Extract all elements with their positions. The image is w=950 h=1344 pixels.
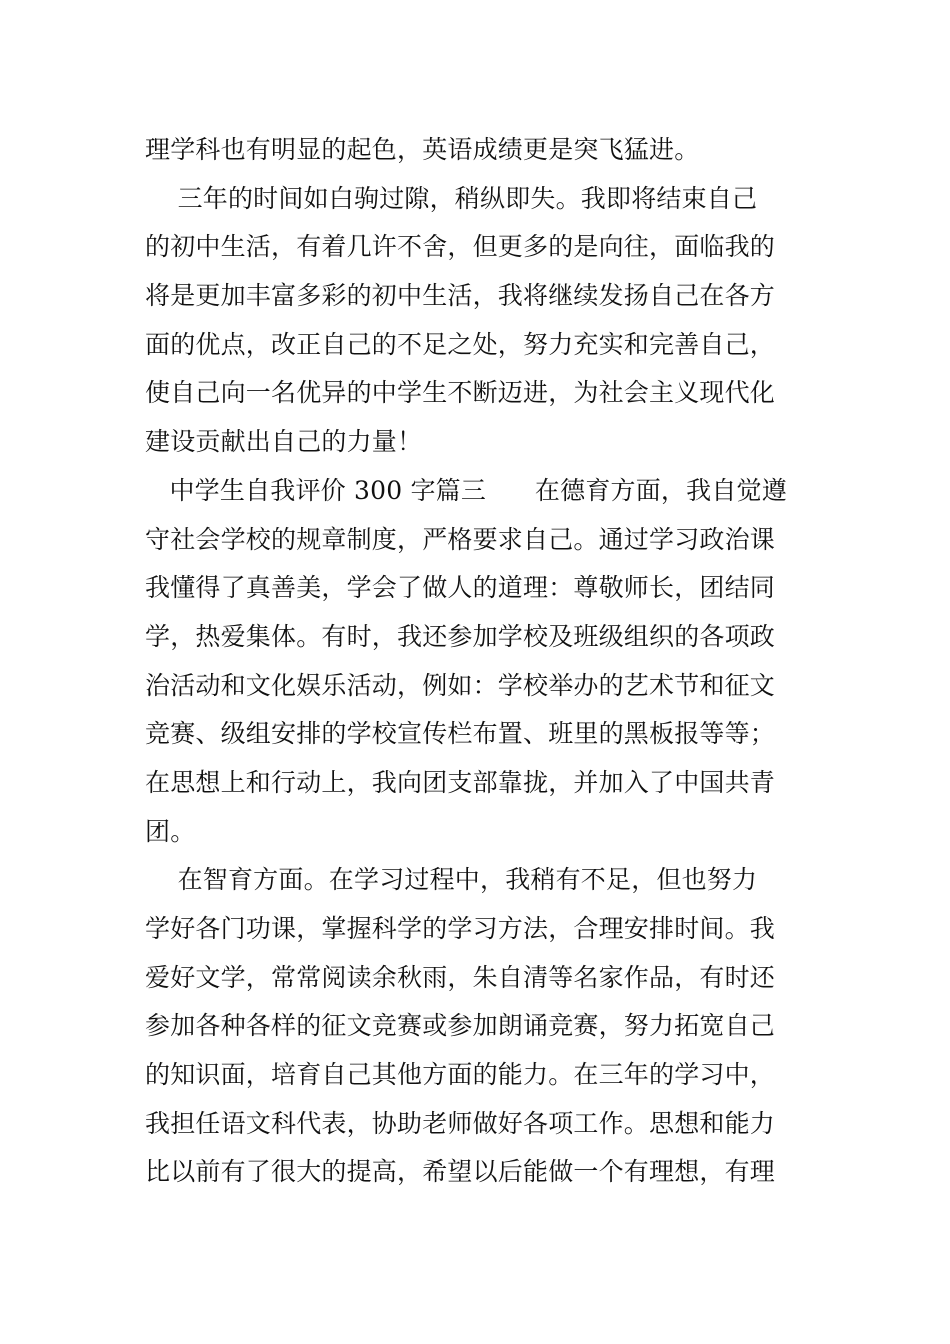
text-line: 学好各门功课，掌握科学的学习方法，合理安排时间。我 — [145, 914, 776, 943]
text-line: 在智育方面。在学习过程中，我稍有不足，但也努力 — [145, 865, 758, 895]
text-line: 我懂得了真善美，学会了做人的道理：尊敬师长，团结同 — [145, 573, 776, 603]
text-line: 我担任语文科代表，协助老师做好各项工作。思想和能力 — [145, 1108, 776, 1138]
text-line: 参加各种各样的征文竞赛或参加朗诵竞赛，努力拓宽自己 — [145, 1011, 776, 1041]
text-line: 面的优点，改正自己的不足之处，努力充实和完善自己， — [145, 329, 776, 359]
text-line: 爱好文学，常常阅读余秋雨，朱自清等名家作品，有时还 — [145, 962, 776, 992]
text-line: 将是更加丰富多彩的初中生活，我将继续发扬自己在各方 — [145, 281, 776, 311]
text-line: 竞赛、级组安排的学校宣传栏布置、班里的黑板报等等； — [145, 719, 776, 749]
text-line: 守社会学校的规章制度，严格要求自己。通过学习政治课 — [145, 524, 776, 554]
text-line: 中学生自我评价 300 字篇三 在德育方面，我自觉遵 — [145, 475, 787, 505]
text-line: 使自己向一名优异的中学生不断迈进，为社会主义现代化 — [145, 378, 776, 408]
text-line: 比以前有了很大的提高，希望以后能做一个有理想，有理 — [145, 1157, 776, 1187]
text-line: 的初中生活，有着几许不舍，但更多的是向往，面临我的 — [145, 232, 776, 262]
text-line: 治活动和文化娱乐活动，例如：学校举办的艺术节和征文 — [145, 670, 776, 700]
text-line: 建设贡献出自己的力量！ — [145, 427, 423, 457]
text-line: 学，热爱集体。有时，我还参加学校及班级组织的各项政 — [145, 621, 776, 651]
body-text — [145, 126, 810, 1197]
text-line: 在思想上和行动上，我向团支部靠拢，并加入了中国共青 — [145, 767, 776, 797]
text-line: 团。 — [145, 816, 196, 846]
text-line: 的知识面，培育自己其他方面的能力。在三年的学习中， — [145, 1060, 776, 1090]
text-line: 三年的时间如白驹过隙，稍纵即失。我即将结束自己 — [145, 183, 758, 213]
text-line: 理学科也有明显的起色，英语成绩更是突飞猛进。 — [145, 135, 700, 164]
